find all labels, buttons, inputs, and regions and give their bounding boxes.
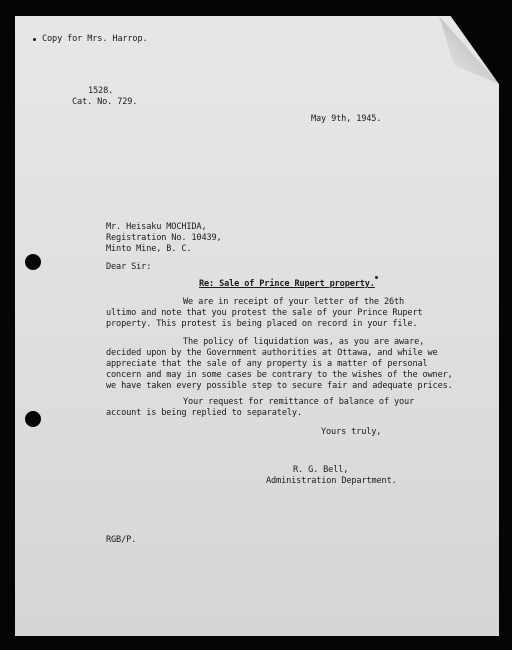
copy-note: Copy for Mrs. Harrop. bbox=[42, 34, 148, 44]
paragraph-1-line-1: We are in receipt of your letter of the 26th bbox=[183, 297, 405, 307]
paragraph-2-line-4: concern and may in some cases be contrary to the wishes of the owner, bbox=[106, 370, 453, 380]
signer-name: R. G. Bell, bbox=[293, 465, 349, 475]
letter-date: May 9th, 1945. bbox=[311, 114, 382, 124]
subject-mark bbox=[375, 276, 378, 279]
paragraph-1-line-2: ultimo and note that you protest the sale of your Prince Rupert bbox=[106, 308, 423, 318]
recipient-registration: Registration No. 10439, bbox=[106, 233, 222, 243]
paragraph-3-line-2: account is being replied to separately. bbox=[106, 408, 302, 418]
typist-initials: RGB/P. bbox=[106, 535, 137, 545]
closing: Yours truly, bbox=[321, 427, 382, 437]
signer-department: Administration Department. bbox=[266, 476, 397, 486]
recipient-location: Minto Mine, B. C. bbox=[106, 244, 192, 254]
punch-hole-top bbox=[25, 254, 41, 270]
paragraph-1-line-3: property. This protest is being placed on record in your file. bbox=[106, 319, 418, 329]
recipient-name: Mr. Heisaku MOCHIDA, bbox=[106, 222, 207, 232]
paragraph-3-line-1: Your request for remittance of balance of your bbox=[183, 397, 415, 407]
paragraph-2-line-2: decided upon by the Government authorities at Ottawa, and while we bbox=[106, 348, 438, 358]
paragraph-2-line-5: we have taken every possible step to secure fair and adequate prices. bbox=[106, 381, 453, 391]
salutation: Dear Sir: bbox=[106, 262, 152, 272]
punch-hole-bottom bbox=[25, 411, 41, 427]
paragraph-2-line-1: The policy of liquidation was, as you are aware, bbox=[183, 337, 425, 347]
margin-mark bbox=[33, 38, 36, 41]
subject-line: Re: Sale of Prince Rupert property. bbox=[199, 279, 375, 289]
paragraph-2-line-3: appreciate that the sale of any property is a matter of personal bbox=[106, 359, 428, 369]
file-number: 1528. bbox=[88, 86, 114, 96]
catalogue-number: Cat. No. 729. bbox=[72, 97, 138, 107]
